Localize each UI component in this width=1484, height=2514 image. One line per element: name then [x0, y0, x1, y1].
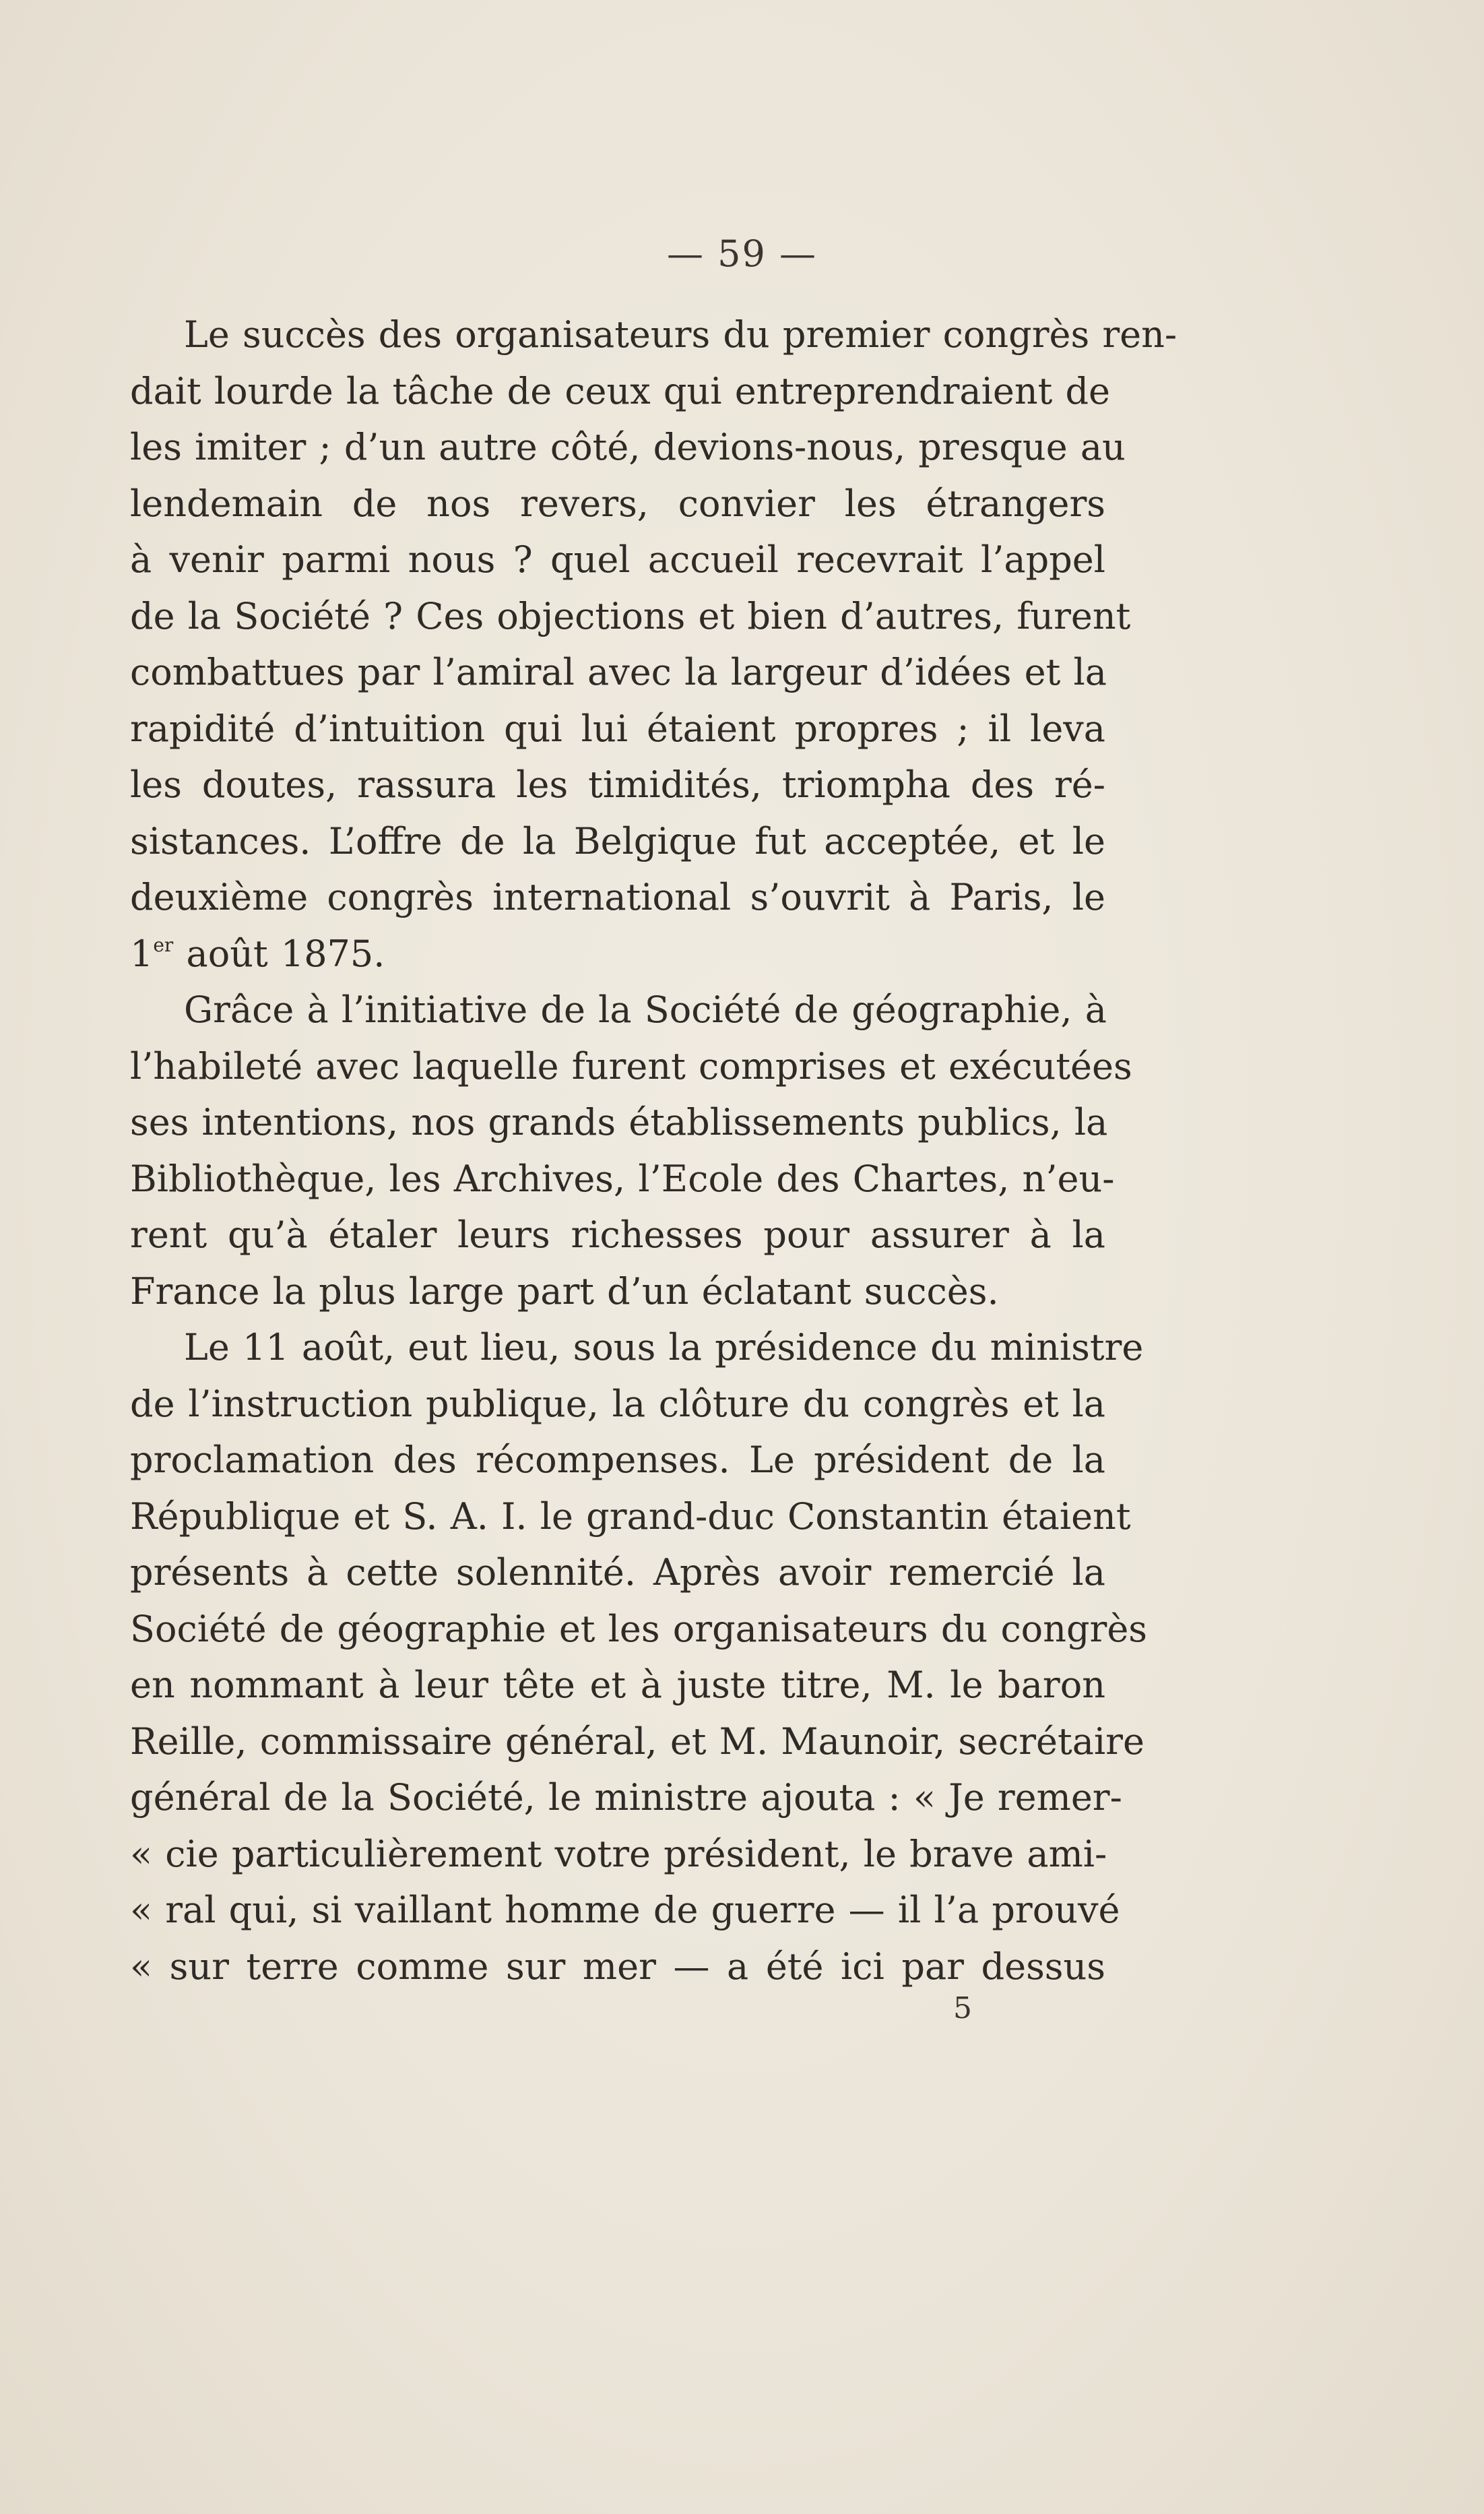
text-line: ses intentions, nos grands établissements publics, la — [130, 1101, 1108, 1143]
text-line: à venir parmi nous ? quel accueil recevrait l’appel — [130, 538, 1105, 581]
text-line: France la plus large part d’un éclatant succès. — [130, 1269, 999, 1313]
text-line-date — [130, 926, 1105, 982]
text-line: Le 11 août, eut lieu, sous la présidence du ministre — [184, 1326, 1144, 1369]
text-line: Grâce à l’initiative de la Société de géographie, à — [184, 988, 1107, 1031]
text-line: général de la Société, le ministre ajouta : « Je remer- — [130, 1776, 1122, 1819]
text-line: deuxième congrès international s’ouvrit à Paris, le — [130, 876, 1105, 918]
ordinal-number: 1 — [130, 932, 154, 975]
text-line: les imiter ; d’un autre côté, devions-nous, presque au — [130, 426, 1126, 468]
text-line: proclamation des récompenses. Le président de la — [130, 1439, 1105, 1481]
ordinal-suffix: er — [153, 933, 174, 956]
text-line: de la Société ? Ces objections et bien d’autres, furent — [130, 594, 1131, 637]
body-text — [130, 307, 1177, 1994]
text-line: combattues par l’amiral avec la largeur d’idées et la — [130, 651, 1107, 693]
text-line: en nommant à leur tête et à juste titre, M. le baron — [130, 1664, 1105, 1706]
text-line: sistances. L’offre de la Belgique fut acceptée, et le — [130, 819, 1105, 862]
text-line: « cie particulièrement votre président, le brave ami- — [130, 1832, 1107, 1875]
text-line: de l’instruction publique, la clôture du congrès et la — [130, 1382, 1105, 1425]
text-line: Le succès des organisateurs du premier congrès ren- — [184, 313, 1177, 356]
text-line: présents à cette solennité. Après avoir remercié la — [130, 1551, 1105, 1594]
text-line: Reille, commissaire général, et M. Maunoir, secrétaire — [130, 1720, 1144, 1763]
signature-mark: 5 — [953, 1991, 972, 2025]
text-line: « sur terre comme sur mer — a été ici par dessus — [130, 1945, 1105, 1988]
text-line: Bibliothèque, les Archives, l’Ecole des Chartes, n’eu- — [130, 1157, 1115, 1200]
text-line: rent qu’à étaler leurs richesses pour assurer à la — [130, 1214, 1105, 1256]
page-number: — 59 — — [666, 232, 818, 275]
text-line: l’habileté avec laquelle furent comprises et exécutées — [130, 1044, 1132, 1088]
text-line: les doutes, rassura les timidités, triompha des ré- — [130, 763, 1105, 806]
text-line: Société de géographie et les organisateurs du congrès — [130, 1607, 1148, 1650]
text-line: dait lourde la tâche de ceux qui entreprendraient de — [130, 369, 1110, 412]
text-line: République et S. A. I. le grand-duc Constantin étaient — [130, 1495, 1131, 1538]
date-text: août 1875. — [186, 932, 385, 975]
text-line: rapidité d’intuition qui lui étaient propres ; il leva — [130, 707, 1105, 750]
text-line: lendemain de nos revers, convier les étrangers — [130, 482, 1105, 525]
text-line: « ral qui, si vaillant homme de guerre — il l’a prouvé — [130, 1889, 1120, 1931]
